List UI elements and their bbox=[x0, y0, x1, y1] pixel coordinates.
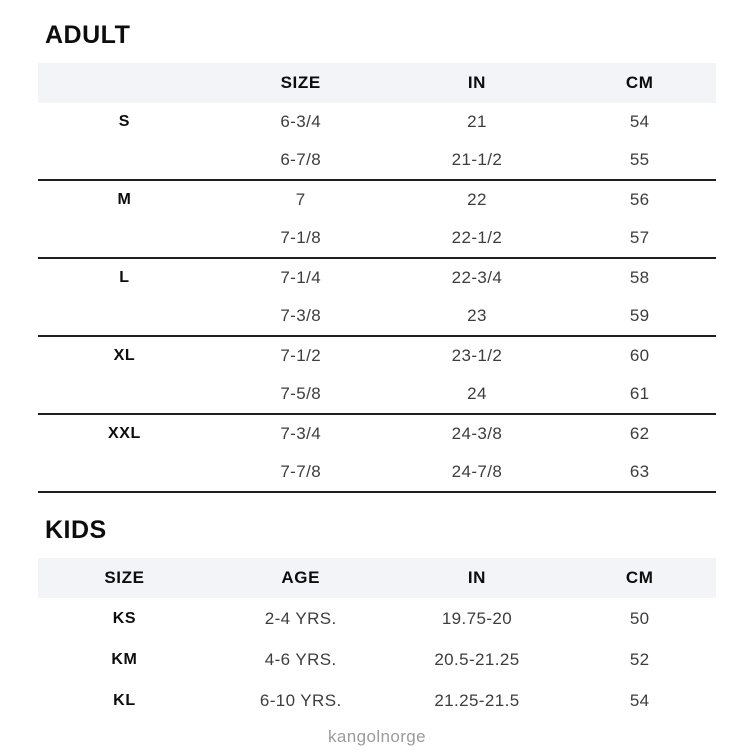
table-row bbox=[38, 297, 716, 335]
inches-value: 24 bbox=[467, 384, 487, 403]
table-row bbox=[38, 415, 716, 453]
cm-value: 56 bbox=[629, 190, 650, 209]
table-row bbox=[38, 680, 716, 721]
inches-value: 21.25-21.5 bbox=[434, 690, 520, 710]
inches-value: 22-1/2 bbox=[451, 228, 503, 247]
table-row bbox=[38, 103, 716, 141]
kids-table-header-row bbox=[38, 558, 716, 598]
size-group-xxl bbox=[38, 415, 716, 493]
adult-section-heading: ADULT bbox=[45, 21, 131, 49]
hat-size-value: 6-7/8 bbox=[280, 150, 322, 169]
kids-header-cm: CM bbox=[625, 568, 654, 587]
table-row bbox=[38, 219, 716, 257]
adult-table-header-row bbox=[38, 63, 716, 103]
cm-value: 59 bbox=[629, 306, 650, 325]
inches-value: 23-1/2 bbox=[451, 346, 503, 365]
age-value: 6-10 YRS. bbox=[259, 690, 342, 710]
size-group-label: S bbox=[118, 113, 131, 130]
size-group-label: L bbox=[119, 269, 130, 286]
kids-size-label: KM bbox=[111, 650, 138, 668]
inches-value: 21-1/2 bbox=[451, 150, 503, 169]
age-value: 4-6 YRS. bbox=[264, 649, 337, 669]
kids-section-heading: KIDS bbox=[45, 516, 107, 544]
inches-value: 24-7/8 bbox=[451, 462, 503, 481]
inches-value: 20.5-21.25 bbox=[434, 649, 520, 669]
hat-size-value: 7-1/2 bbox=[280, 346, 322, 365]
size-group-label: XXL bbox=[107, 425, 141, 442]
hat-size-value: 7-3/4 bbox=[280, 424, 322, 443]
table-row bbox=[38, 453, 716, 491]
cm-value: 62 bbox=[629, 424, 650, 443]
size-group-label: M bbox=[117, 191, 132, 208]
brand-watermark: kangolnorge bbox=[328, 727, 426, 746]
size-group-xl bbox=[38, 337, 716, 415]
inches-value: 24-3/8 bbox=[451, 424, 503, 443]
table-row bbox=[38, 141, 716, 179]
hat-size-value: 7-1/8 bbox=[280, 228, 322, 247]
cm-value: 61 bbox=[629, 384, 650, 403]
adult-header-size: SIZE bbox=[280, 73, 321, 92]
kids-header-age: AGE bbox=[281, 568, 321, 587]
cm-value: 55 bbox=[629, 150, 650, 169]
adult-size-table bbox=[38, 63, 716, 493]
adult-header-cm: CM bbox=[625, 73, 654, 92]
hat-size-value: 6-3/4 bbox=[280, 112, 322, 131]
kids-size-table bbox=[38, 558, 716, 721]
kids-size-label: KL bbox=[113, 691, 136, 709]
inches-value: 19.75-20 bbox=[441, 608, 513, 628]
inches-value: 23 bbox=[467, 306, 487, 325]
cm-value: 57 bbox=[629, 228, 650, 247]
hat-size-value: 7-7/8 bbox=[280, 462, 322, 481]
table-row bbox=[38, 598, 716, 639]
inches-value: 22-3/4 bbox=[451, 268, 503, 287]
hat-size-value: 7-1/4 bbox=[280, 268, 322, 287]
hat-size-value: 7 bbox=[295, 190, 306, 209]
size-group-s bbox=[38, 103, 716, 181]
table-row bbox=[38, 181, 716, 219]
kids-size-label: KS bbox=[112, 609, 137, 627]
size-group-label: XL bbox=[113, 347, 136, 364]
cm-value: 52 bbox=[629, 649, 650, 669]
cm-value: 58 bbox=[629, 268, 650, 287]
cm-value: 54 bbox=[629, 690, 650, 710]
hat-size-value: 7-5/8 bbox=[280, 384, 322, 403]
table-row bbox=[38, 337, 716, 375]
table-row bbox=[38, 375, 716, 413]
cm-value: 54 bbox=[629, 112, 650, 131]
inches-value: 21 bbox=[467, 112, 487, 131]
table-row bbox=[38, 259, 716, 297]
size-group-m bbox=[38, 181, 716, 259]
age-value: 2-4 YRS. bbox=[264, 608, 337, 628]
cm-value: 60 bbox=[629, 346, 650, 365]
kids-header-size: SIZE bbox=[104, 568, 145, 587]
kids-header-in: IN bbox=[467, 568, 487, 587]
table-row bbox=[38, 639, 716, 680]
size-group-l bbox=[38, 259, 716, 337]
adult-header-in: IN bbox=[467, 73, 487, 92]
cm-value: 50 bbox=[629, 608, 650, 628]
hat-size-value: 7-3/8 bbox=[280, 306, 322, 325]
inches-value: 22 bbox=[467, 190, 487, 209]
cm-value: 63 bbox=[629, 462, 650, 481]
